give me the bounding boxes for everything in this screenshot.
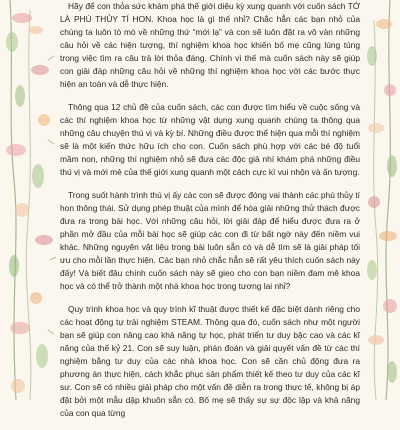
paragraph-journey: Trong suốt hành trình thú vị ấy các con sẽ được đóng vai thành các phù thủy tí hon thông thái. Sử dụng phép thuật của mình để hóa giải những thử thách được đưa ra trong bài học. Với những câu hỏi, lời giải đáp để hiểu được đưa ra ở phần mở đầu của mỗi bài học sẽ giúp các con đi từ bất ngờ này đến niềm vui khác. Những nguyên vật liệu trong bài luôn sẵn có và dễ tìm sẽ là giải pháp tối ưu cho mỗi lần thực hiện. Các bạn nhỏ chắc hẳn sẽ rất yêu thích cuốn sách này đấy! Và biết đâu chính cuốn sách này sẽ gieo cho con bạn niềm đam mê khoa học và có thể trở thành một nhà khoa học trong tương lai nhỉ? [60,190,360,291]
paragraph-steam: Quy trình khoa học và quy trình kĩ thuật được thiết kế đặc biệt dành riêng cho các hoạt động tự trải nghiệm STEAM. Thông qua đó, cuốn sách như một người bạn sẽ giúp con nâng cao khả năng tự học, phát triển tư duy bậc cao và các kĩ năng của thế kỷ 21. Con sẽ suy luận, phán đoán và giải quyết vấn đề từ các thí nghiệm bằng tư duy của các nhà khoa học. Con sẽ cần chủ động đưa ra phương án thực hiện, cách khắc phục sản phẩm thiết kế theo tư duy của các kĩ sư. Con sẽ có nhiều giải pháp cho một vấn đề diễn ra trong thực tế, không bị áp đặt bởi một mẫu dập khuôn sẵn có. Bố mẹ sẽ thấy sự sự độc lập và khả năng của con qua từng [60,304,360,418]
body-text [60,0,360,430]
paragraph-topics: Thông qua 12 chủ đề của cuốn sách, các con được tìm hiểu về cuộc sống và các thí nghiệm khoa học từ những vật dụng xung quanh chúng ta thông qua những câu chuyện thú vị và kỳ bí. Những điều được thể hiện qua mỗi thí nghiệm sẽ là một kiến thức hữu ích cho con. Cuốn sách phù hợp với các bé độ tuổi mầm non, những thí nghiệm nhỏ sẽ đưa các độc giả nhí khám phá những điều thú vị và mới mẻ của thế giới xung quanh một cách cực kì vui nhộn và ấn tượng. [60,102,360,177]
paragraph-intro: Hãy để con thỏa sức khám phá thế giới diệu kỳ xung quanh với cuốn sách TỚ LÀ PHÙ THỦY TÍ HON. Khoa học là gì thế nhỉ? Chắc hẳn các bạn nhỏ của chúng ta luôn tò mò về những thứ “mới lạ” và con sẽ luôn đặt ra vô vàn những câu hỏi về các hiện tượng, thí nghiệm khoa học khiến bố mẹ cũng lúng túng trong việc tìm ra câu trả lời thỏa đáng. Chính vì thế mà cuốn sách này sẽ giúp con giải đáp những câu hỏi về những thí nghiệm khoa học với các bước thực hiện an toàn và dễ thực hiện. [60,1,360,89]
